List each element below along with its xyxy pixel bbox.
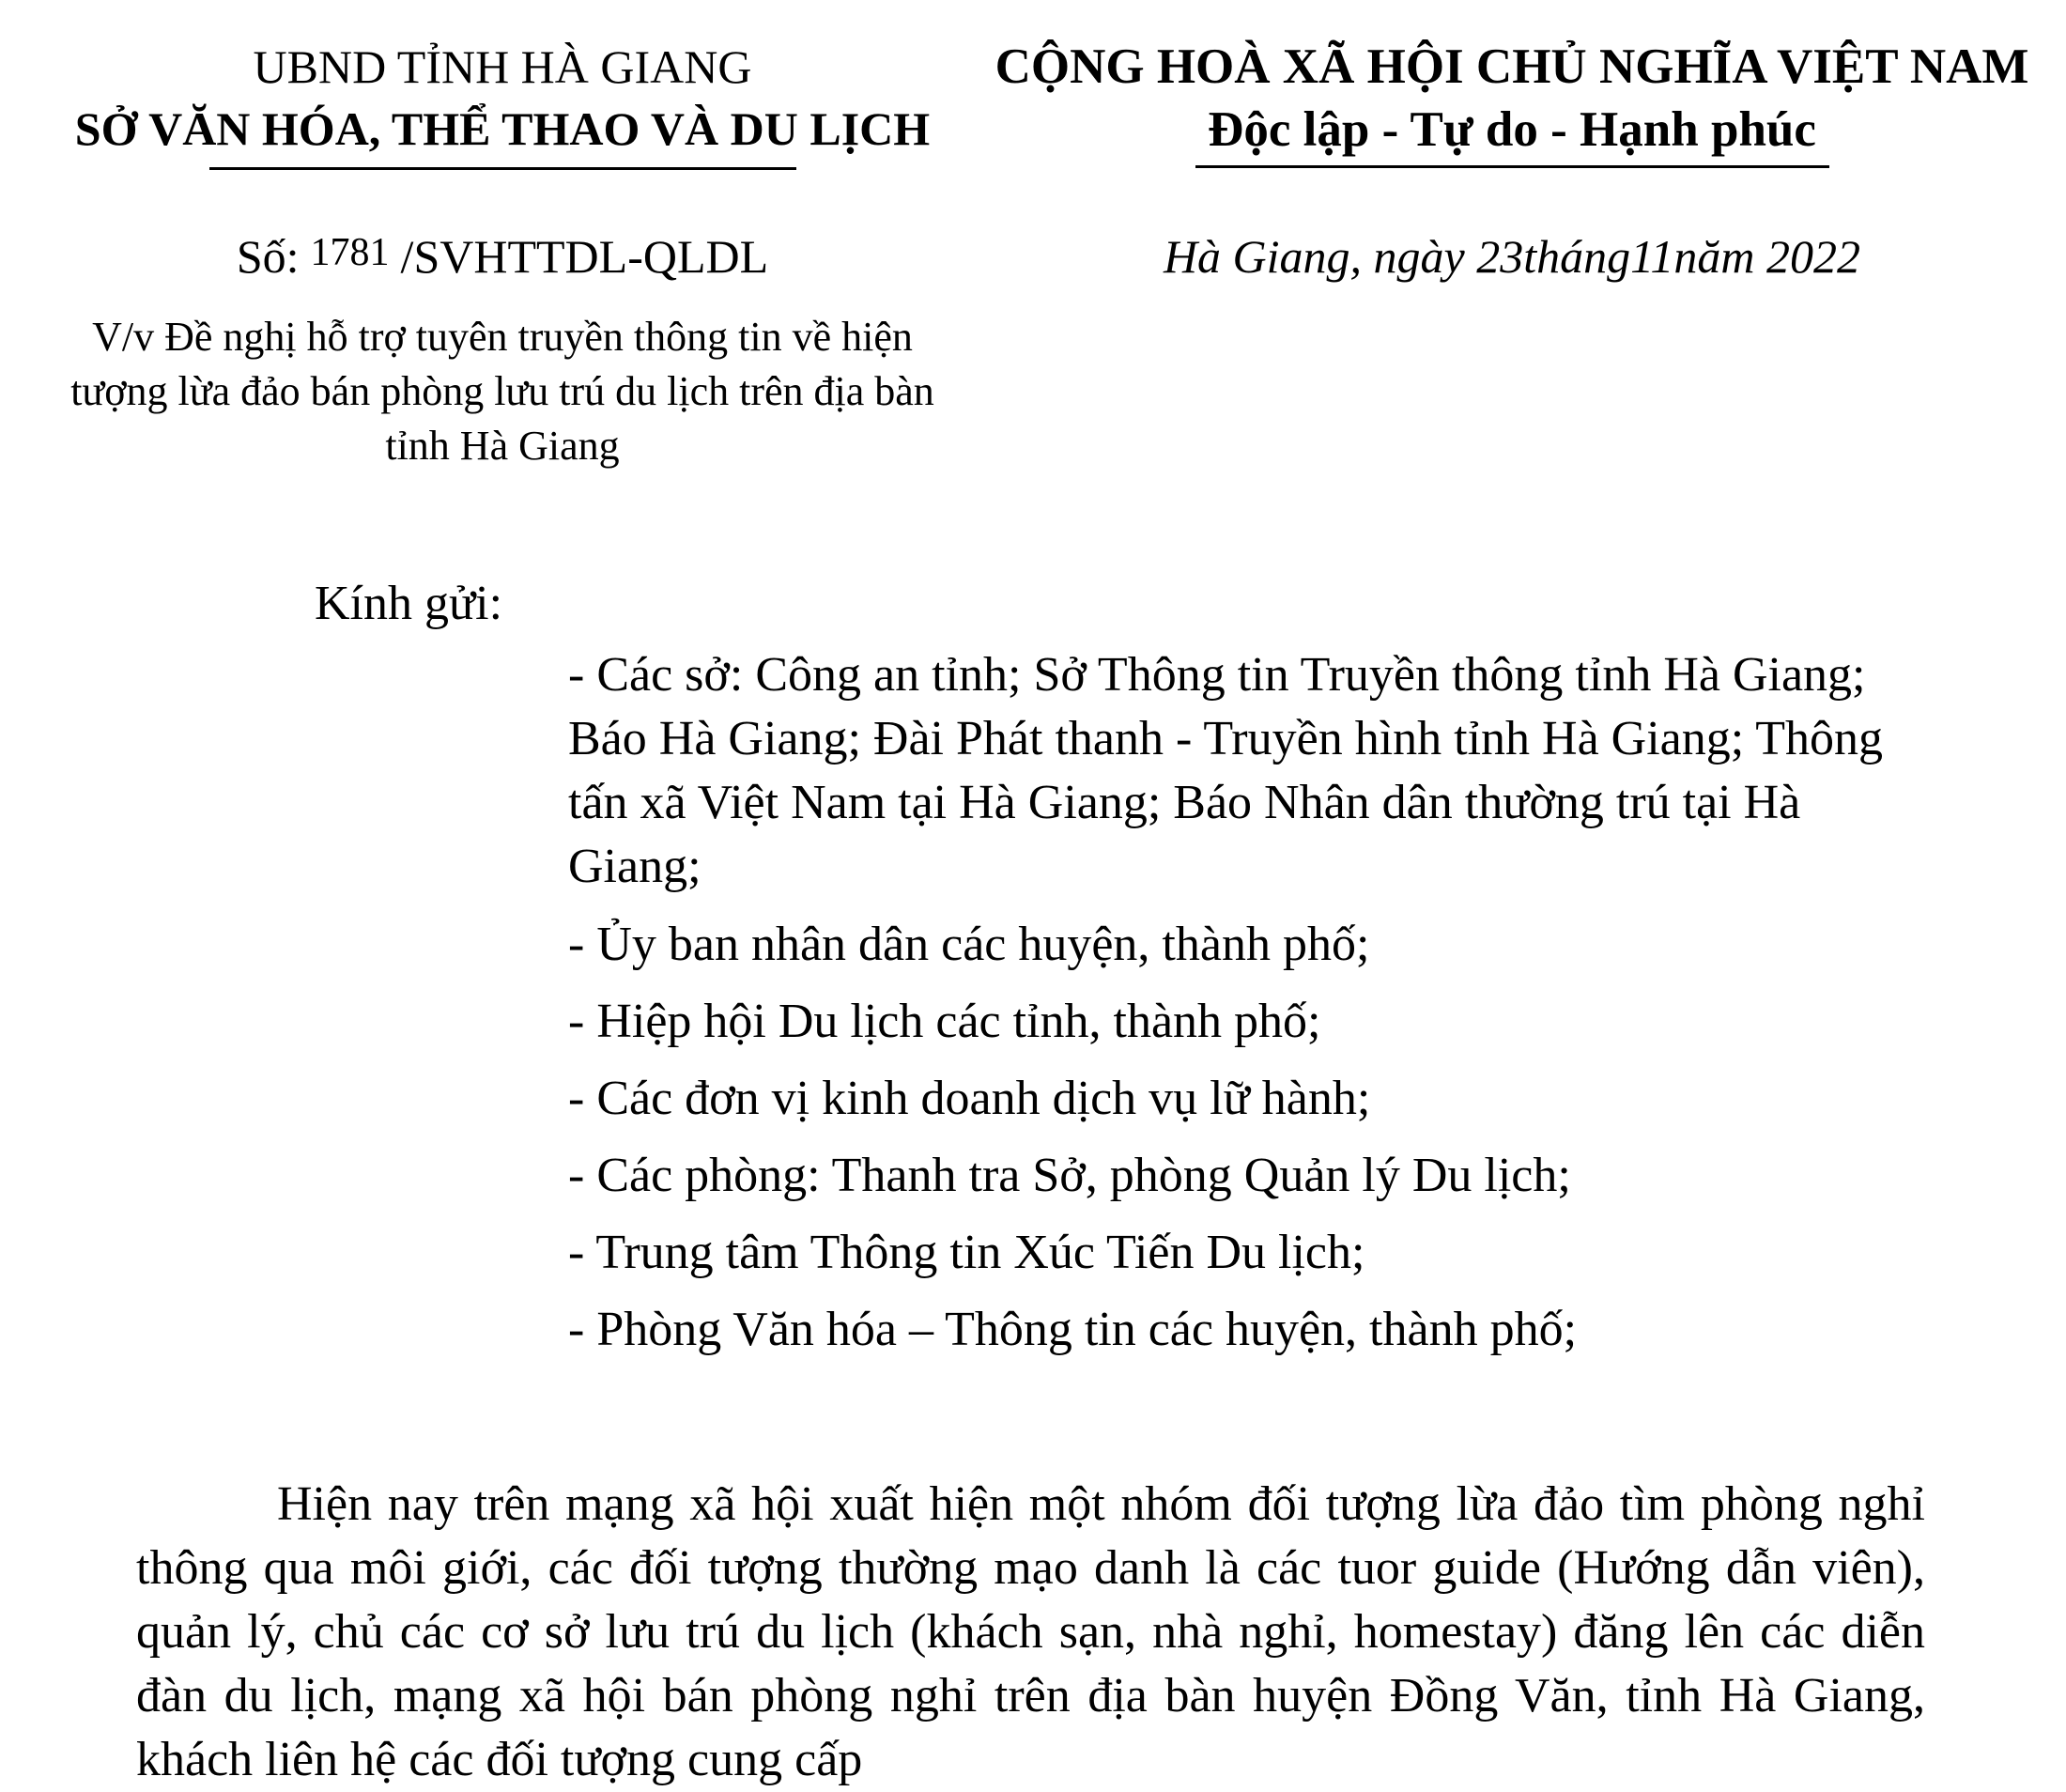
recipient-item: - Các đơn vị kinh doanh dịch vụ lữ hành; (568, 1072, 1371, 1125)
recipient-item: - Hiệp hội Du lịch các tỉnh, thành phố; (568, 995, 1321, 1048)
country-name: CỘNG HOÀ XÃ HỘI CHỦ NGHĨA VIỆT NAM (994, 39, 2029, 94)
salutation: Kính gửi: (315, 577, 503, 630)
document-number (38, 225, 967, 291)
subject-line: tượng lừa đảo bán phòng lưu trú du lịch trên địa bàn (70, 368, 934, 414)
parent-agency-name: UBND TỈNH HÀ GIANG (253, 40, 752, 93)
subject-line: tỉnh Hà Giang (385, 423, 620, 469)
motto-underline (1195, 165, 1829, 168)
recipient-item: - Trung tâm Thông tin Xúc Tiến Du lịch; (568, 1226, 1365, 1279)
doc-number-prefix: Số: (236, 230, 300, 283)
agency-underline (209, 167, 796, 170)
recipient-item: - Các sở: Công an tỉnh; Sở Thông tin Truyền thông tỉnh Hà Giang; Báo Hà Giang; Đài Phát thanh - Truyền hình tỉnh Hà Giang; Thông tấn xã Việt Nam tại Hà Giang; Báo Nhân dân thường trú tại Hà Giang; (568, 648, 1884, 893)
body-paragraph: Hiện nay trên mạng xã hội xuất hiện một nhóm đối tượng lừa đảo tìm phòng nghỉ thông qua môi giới, các đối tượng thường mạo danh là các tuor guide (Hướng dẫn viên), quản lý, chủ các cơ sở lưu trú du lịch (khách sạn, nhà nghỉ, homestay) đăng lên các diễn đàn du lịch, mạng xã hội bán phòng nghỉ trên địa bàn huyện Đồng Văn, tỉnh Hà Giang, khách liên hệ các đối tượng cung cấp (136, 1477, 1925, 1786)
subject-block (38, 310, 967, 473)
recipients-list (568, 643, 1911, 1376)
agency-name: SỞ VĂN HÓA, THỂ THAO VÀ DU LỊCH (74, 102, 931, 155)
recipient-item: - Các phòng: Thanh tra Sở, phòng Quản lý Du lịch; (568, 1149, 1571, 1202)
date-line: Hà Giang, ngày 23tháng11năm 2022 (1163, 230, 1861, 283)
subject-line: V/v Đề nghị hỗ trợ tuyên truyền thông tin về hiện (92, 314, 913, 360)
doc-number-value: 1781 (310, 231, 390, 274)
doc-number-suffix: /SVHTTDL-QLDL (400, 230, 769, 283)
motto: Độc lập - Tự do - Hạnh phúc (1208, 102, 1816, 157)
recipient-item: - Phòng Văn hóa – Thông tin các huyện, thành phố; (568, 1303, 1578, 1356)
issuing-agency-block (38, 36, 967, 170)
recipient-item: - Ủy ban nhân dân các huyện, thành phố; (568, 918, 1370, 971)
national-motto-block (977, 36, 2047, 168)
